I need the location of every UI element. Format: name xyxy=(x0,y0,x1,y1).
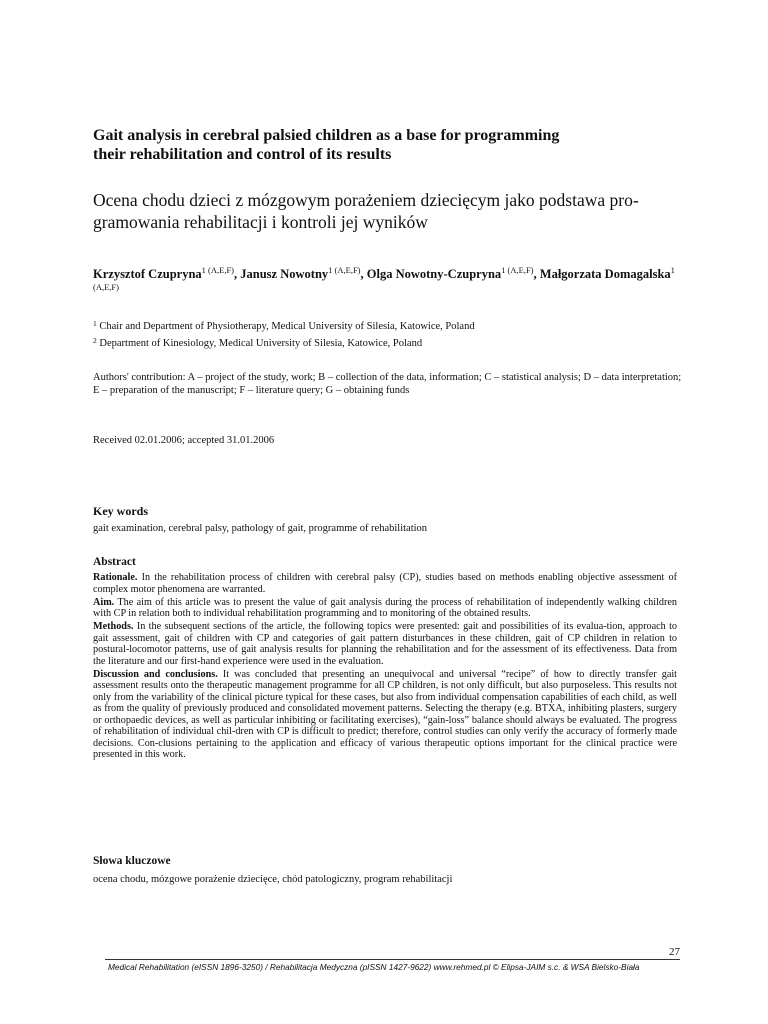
affiliation-text: Chair and Department of Physiotherapy, Medical University of Silesia, Katowice, Poland xyxy=(99,321,475,332)
author-separator: , xyxy=(360,267,367,281)
footer-divider xyxy=(105,959,680,960)
abstract-paragraph xyxy=(93,621,677,667)
author-affiliation-sup: 1 (A,E,F) xyxy=(93,265,675,292)
abstract-text: In the rehabilitation process of children with cerebral palsy (CP), studies based on methods enabling objective assessment of complex motor phenomena are warranted. xyxy=(93,572,678,595)
abstract-paragraph xyxy=(93,572,677,595)
polish-keywords-heading: Słowa kluczowe xyxy=(93,855,171,867)
abstract-text: The aim of this article was to present the value of gait analysis during the process of rehabilitation of independently walking children with CP in relation both to individual rehabilitation programming and to monitoring of the obtained results. xyxy=(93,596,677,619)
authors-contribution: Authors' contribution: A – project of the study, work; B – collection of the data, information; C – statistical analysis; D – data interpretation; E – preparation of the manuscript; F – literature query; G – obtaining funds xyxy=(93,372,682,396)
affiliation-text: Department of Kinesiology, Medical University of Silesia, Katowice, Poland xyxy=(99,338,423,349)
title-en-line-1: Gait analysis in cerebral palsied children as a base for programming xyxy=(93,127,560,144)
abstract-paragraph xyxy=(93,669,677,761)
affiliation-1 xyxy=(93,320,683,333)
page-number: 27 xyxy=(669,946,680,958)
received-dates: Received 02.01.2006; accepted 31.01.2006 xyxy=(93,435,275,446)
affiliation-2 xyxy=(93,337,683,350)
keywords-heading: Key words xyxy=(93,504,148,518)
author-name: Małgorzata Domagalska xyxy=(539,267,671,281)
keywords-text: gait examination, cerebral palsy, pathology of gait, programme of rehabilitation xyxy=(93,523,428,534)
author-separator: , xyxy=(234,267,241,281)
author-name: Krzysztof Czupryna xyxy=(93,267,202,281)
abstract-label: Rationale. xyxy=(93,572,138,583)
author-separator: , xyxy=(533,267,540,281)
article-title-english xyxy=(93,126,683,164)
abstract-label: Discussion and conclusions. xyxy=(93,668,218,680)
abstract-body xyxy=(93,572,677,762)
abstract-heading: Abstract xyxy=(93,556,136,568)
abstract-paragraph xyxy=(93,597,677,620)
abstract-label: Aim. xyxy=(93,596,115,608)
author-affiliation-sup: 1 (A,E,F) xyxy=(328,265,361,275)
abstract-text: It was concluded that presenting an unequivocal and universal “recipe” of how to directly transfer gait assessment results onto the therapeutic management programme for all CP children, is not only difficult, but also purposeless. This results not only from the variability of the clinical picture typical for these cases, but also from individual compensation capabilities of each child, as well as from the quality of previously produced and consolidated movement patterns. Selecting the therapy (e.g. BTXA, inhibiting plasters, surgery or orthopaedic devices, as well as particular inhibiting or facilitating exercises), “gain-loss” balance should always be evaluated. The progress of rehabilitation of individual chil-dren with CP is difficult to predict; therefore, control studies can only verify the accuracy of formerly made decisions. Con-clusions pertaining to the application and efficacy of various therapeutic options important for the clinical practice were presented in this work. xyxy=(93,668,678,760)
polish-keywords-text: ocena chodu, mózgowe porażenie dziecięce, chód patologiczny, program rehabilitacji xyxy=(93,874,453,885)
journal-footer: Medical Rehabilitation (eISSN 1896-3250) / Rehabilitacja Medyczna (pISSN 1427-9622) www.rehmed.pl © Elipsa-JAIM s.c. & WSA Bielsko-Biała xyxy=(108,962,640,972)
author-list xyxy=(93,266,683,300)
title-pl-line-2: gramowania rehabilitacji i kontroli jej wyników xyxy=(93,212,428,232)
abstract-label: Methods. xyxy=(93,621,134,632)
author-name: Janusz Nowotny xyxy=(240,267,329,281)
title-en-line-2: their rehabilitation and control of its results xyxy=(93,146,392,163)
author-affiliation-sup: 1 (A,E,F) xyxy=(201,265,235,275)
author-affiliation-sup: 1 (A,E,F) xyxy=(501,265,534,275)
title-pl-line-1: Ocena chodu dzieci z mózgowym porażeniem dziecięcym jako podstawa pro- xyxy=(93,190,639,210)
article-title-polish xyxy=(93,189,683,233)
affiliation-number: 2 xyxy=(93,336,97,345)
abstract-text: In the subsequent sections of the article, the following topics were presented: gait and possibilities of its evalua-tion, approach to gait assessment, gait of children with CP and categories of gait pattern disturbances in these children, gait of CP children in relation to postural-locomotor patterns, use of gait analysis results for planning the rehabilitation and for the assessment of its effectiveness. Data from the literature and our first-hand experience were used in the evaluation. xyxy=(93,621,677,667)
author-name: Olga Nowotny-Czupryna xyxy=(366,267,502,281)
affiliation-number: 1 xyxy=(93,319,97,328)
